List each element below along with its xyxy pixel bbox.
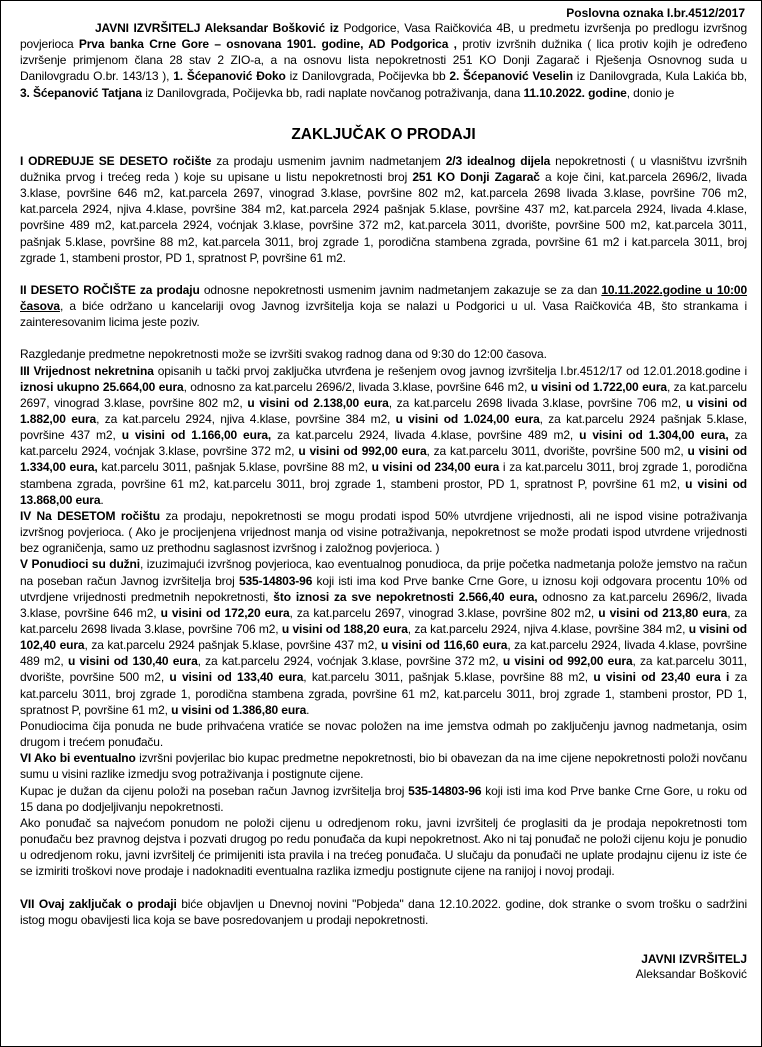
paragraph-gap	[20, 880, 747, 896]
text-run: , za kat.parcelu 2924, njiva 4.klase, površine 384 m2,	[407, 622, 689, 636]
bold-text: 1. Šćepanović Đoko	[173, 69, 286, 84]
bold-text: u visini od 130,40 eura	[67, 654, 198, 669]
bold-text: IV Na DESETOM ročištu	[20, 508, 161, 523]
text-run: Ako ponuđač sa najvećom ponudom ne položi cijenu u odredjenom roku, javni izvršitelj će proglasiti da je prodaja nepokretnosti tom ponuđaču bez pravnog dejstva i pozvati drugog po redu ponuđača da kupi nepokretnost. Ako ni taj ponuđač ne položi cijenu koju je ponudio u odredjenom roku, javni izvršitelj će primijeniti ista pravila i na trećeg ponuđača. U slučaju da ponuđači ne uplate prodajnu cijenu iz iste će se izmiriti troškovi nove prodaje i nadoknaditi eventualna razlika izmedju postignute cijene na ranijoj i novoj prodaji.	[20, 815, 747, 879]
text-run: , za kat.parcelu 2924 pašnjak 5.klase, površine 437 m2,	[20, 411, 747, 443]
text-run: odnosne nepokretnosti usmenim javnim nadmetanjem zakazuje se za dan	[199, 282, 602, 297]
section-paragraph	[20, 783, 747, 815]
bold-text: VI Ako bi eventualno	[20, 751, 136, 766]
text-run: protiv izvršnih dužnika ( lica protiv kojih je određeno izvršenje primjenom člana 28 stav 2 ZIO-a, a na osnovu lista nepokretnosti 251 KO Donji Zagarač i Rješenja Osnovnog suda u Danilovgradu O.br. 143/13 ),	[20, 37, 747, 84]
bold-text: u visini od 1.304,00 eura,	[579, 428, 729, 443]
text-run: , odnosno za kat.parcelu 2696/2, livada 3.klase, površine 646 m2,	[183, 379, 531, 394]
text-run: Podgorice, Vasa Raičkovića 4B, u predmetu izvršenja po predlogu izvršnog povjerioca	[20, 21, 748, 52]
text-run: , za kat.parcelu 2924, njiva 4.klase, površine 384 m2,	[96, 411, 396, 426]
bold-text: u visini od 1.166,00 eura,	[121, 428, 272, 443]
text-run: , za kat.parcelu 2924, livada 4.klase, površine 489 m2,	[20, 638, 747, 669]
bold-text: u visini od 188,20 eura	[281, 622, 408, 636]
text-run: za prodaju, nepokretnosti se mogu prodati ispod 50% utvrdjene vrijednosti, ali ne ispod visine potraživanja izvršnog povjerioca. ( Ako je procijenjena vrijednost manja od visine potraživanja, nepokretnost se može prodati ispod utvrdene vrijednosti bez ograničenja, samo uz prethodnu saglasnost izvršnog i založnog povjerioca. )	[20, 508, 747, 556]
text-run: kat.parcelu 3011, pašnjak 5.klase, površine 88 m2,	[97, 460, 372, 475]
bold-text: u visini od 23,40 eura i	[593, 670, 730, 685]
bold-text: u visini od 213,80 eura	[598, 605, 728, 620]
bold-text: I ODREĐUJE SE DESETO ročište	[20, 153, 212, 168]
document-title: ZAKLJUČAK O PRODAJI	[291, 125, 476, 143]
signature-role: JAVNI IZVRŠITELJ	[641, 951, 747, 966]
bold-text: JAVNI IZVRŠITELJ Aleksandar Bošković iz	[95, 21, 339, 35]
text-run: odnosno za kat.parcelu 2696/2, livada 3.klase, površine 646 m2,	[20, 589, 748, 620]
text-run: Ponudiocima čija ponuda ne bude prihvaćena vratiće se novac položen na ime jemstva odmah po zaključenju javnog nadmetanja, osim drugom i trećem ponuđaču.	[20, 718, 747, 750]
text-run: .	[306, 702, 310, 717]
section-paragraph	[20, 556, 747, 718]
bold-text: u visini od 992,00 eura	[298, 444, 427, 459]
text-run: , za kat.parcelu 2697, vinograd 3.klase, površine 802 m2,	[20, 379, 747, 410]
bold-text: u visini od 1.722,00 eura	[530, 379, 667, 394]
text-run: iz Danilovgrada, Počijevka bb	[285, 69, 450, 84]
text-run: za kat.parcelu 3011, broj zgrade 1, porodična stambena zgrada, površine 61 m2, kat.parcelu 3011, broj zgrade 1, stambeni prostor, PD 1, spratnost P, površine 61 m2,	[20, 670, 748, 717]
text-run: , a biće održano u kancelariji ovog Javnog izvršitelja koja se nalazi u Podgorici u ul. Vasa Raičkovića 4B, što strankama i zainteresovanim licima jeste poziv.	[20, 299, 747, 330]
text-run: i za kat.parcelu 3011, broj zgrade 1, porodična stambena zgrada, površine 61 m2, kat.parcelu 3011, broj zgrade 1, stambeni prostor, PD 1, spratnost P, površine 61 m2,	[20, 460, 748, 491]
bold-text: u visini od 13.868,00 eura	[20, 476, 747, 507]
text-run: iz Danilovgrada, Kula Lakića bb,	[572, 69, 748, 84]
bold-text: 251 KO Donji Zagarač	[412, 169, 540, 184]
section-paragraph	[20, 282, 747, 330]
bold-text: u visini od 1.334,00 eura,	[20, 444, 747, 475]
text-run: koji isti ima kod Prve banke Crne Gore, u roku od 15 dana po dodjeljivanju nepokretnosti.	[20, 783, 747, 814]
section-paragraph	[20, 346, 747, 362]
text-run: , za kat.parcelu 2697, vinograd 3.klase, površine 802 m2,	[289, 605, 599, 620]
bold-text: Prva banka Crne Gore – osnovana 1901. godine, AD Podgorica ,	[78, 37, 457, 52]
bold-text: 3. Šćepanović Tatjana	[20, 85, 142, 100]
text-run: opisanih u tački prvoj zaključka utvrđena je rešenjem ovog javnog izvršitelja I.br.4512/17 od 12.01.2018.godine i	[153, 363, 747, 378]
text-run: za kat.parcelu 2924, livada 4.klase, površine 489 m2,	[271, 428, 580, 443]
bold-text: u visini od 172,20 eura	[160, 605, 290, 620]
text-run: Kupac je dužan da cijenu položi na poseban račun Javnog izvršitelja broj	[20, 783, 409, 798]
text-run: Razgledanje predmetne nepokretnosti može se izvršiti svakog radnog dana od 9:30 do 12:00 časova.	[20, 347, 547, 362]
signature-name: Aleksandar Bošković	[635, 966, 747, 981]
bold-text: 2. Šćepanović Veselin	[449, 69, 573, 84]
section-paragraph	[20, 750, 747, 782]
bold-text: u visini od 116,60 eura	[381, 638, 508, 653]
intro-paragraph	[20, 20, 747, 101]
section-paragraph	[20, 508, 747, 556]
bold-text: u visini od 102,40 eura	[20, 622, 748, 653]
text-run: , donio je	[626, 85, 675, 100]
bold-text: u visini od 234,00 eura	[371, 460, 500, 475]
paragraph-gap	[20, 266, 747, 282]
document-body	[20, 153, 747, 928]
text-run: za prodaju usmenim javnim nadmetanjem	[211, 153, 446, 168]
bold-text: 535-14803-96	[408, 783, 482, 798]
bold-text: u visini od 1.386,80 eura	[171, 702, 307, 717]
text-run: , za kat.parcelu 2924, voćnjak 3.klase, površine 372 m2,	[197, 654, 503, 669]
bold-text: VII Ovaj zaključak o prodaji	[20, 896, 177, 911]
text-run: iz Danilovgrada, Počijevka bb, radi naplate novčanog potraživanja, dana	[141, 85, 524, 100]
bold-text: 535-14803-96	[238, 573, 313, 588]
section-paragraph	[20, 153, 747, 266]
text-run: a koje čini, kat.parcela 2696/2, livada 3.klase, površine 646 m2, kat.parcela 2697, vinograd 3.klase, površine 802 m2, kat.parcela 2698 livada 3.klase, površine 706 m2, kat.parcela 2924, njiva 4.klase, površine 384 m2, kat.parcela 2924 pašnjak 5.klase, površine 437 m2, kat.parcela 2924, livada 4.klase, površine 489 m2, kat.parcela 2924, voćnjak 3.klase, površine 372 m2, kat.parcela 3011, dvorište, površine 500 m2, kat.parcela 3011, pašnjak 5.klase, površine 88 m2, kat.parcela 3011, broj zgrade 1, porodična stambena zgrada, površine 61 m2 i kat.parcela 3011, broj zgrade 1, stambeni prostor, PD 1, spratnost P, površine 61 m2.	[20, 169, 747, 265]
bold-text: što iznosi za sve nepokretnosti 2.566,40 eura,	[273, 589, 538, 604]
bold-text: 10.11.2022.godine u 10:00 časova	[20, 282, 748, 314]
bold-text: 11.10.2022. godine	[523, 85, 627, 100]
text-run: , kat.parcelu 3011, pašnjak 5.klase, površine 88 m2,	[303, 670, 594, 685]
section-paragraph	[20, 718, 747, 750]
text-run: izvršni povjerilac bio kupac predmetne nepokretnosti, bio bi obavezan da na ime cijene nepokretnosti položi novčanu sumu u visini razlike izmedju svog potraživanja i postignute cijene.	[20, 751, 747, 782]
text-run: , za kat.parcelu 3011, dvorište, površine 500 m2,	[20, 654, 748, 685]
text-run: biće objavljen u Dnevnoj novini "Pobjeda" dana 12.10.2022. godine, dok stranke o svom trošku o sadržini istog mogu obavijesti lica koja se bave posredovanjem u prodaji nepokretnosti.	[20, 896, 747, 927]
bold-text: 2/3 idealnog dijela	[445, 153, 551, 168]
reference-number: Poslovna oznaka I.br.4512/2017	[566, 6, 745, 20]
text-run: , izuzimajući izvršnog povjerioca, kao eventualnog ponudioca, da prije početka nadmetanja polože jemstvo na račun na poseban račun Javnog izvršitelja broj	[20, 557, 747, 588]
section-paragraph	[20, 363, 747, 508]
bold-text: II DESETO ROČIŠTE za prodaju	[20, 282, 200, 297]
bold-text: u visini od 1.024,00 eura	[395, 411, 540, 426]
bold-text: u visini od 992,00 eura	[502, 654, 633, 669]
bold-text: u visini od 1.882,00 eura	[20, 395, 747, 426]
bold-text: V Ponudioci su dužni	[20, 557, 140, 572]
text-run: , za kat.parcelu 2698 livada 3.klase, površine 706 m2,	[388, 395, 686, 410]
text-run: , za kat.parcelu 2924 pašnjak 5.klase, površine 437 m2,	[84, 638, 382, 653]
bold-text: u visini od 133,40 eura	[169, 670, 304, 685]
paragraph-gap	[20, 330, 747, 346]
bold-text: iznosi ukupno 25.664,00 eura	[20, 379, 184, 394]
section-paragraph	[20, 815, 747, 880]
text-run: za kat.parcelu 2924, voćnjak 3.klase, površine 372 m2,	[20, 428, 748, 459]
bold-text: III Vrijednost nekretnina	[20, 363, 154, 378]
text-run: , za kat.parcelu 3011, dvorište, površine 500 m2,	[426, 444, 688, 459]
text-run: nepokretnosti ( u vlasništvu izvršnih dužnika prvog i trećeg reda ) koje su upisane u listu nepokretnosti broj	[20, 153, 747, 184]
text-run: .	[100, 492, 104, 507]
bold-text: u visini od 2.138,00 eura	[247, 395, 389, 410]
text-run: , za kat.parcelu 2698 livada 3.klase, površine 706 m2,	[20, 605, 747, 636]
text-run: koji isti ima kod Prve banke Crne Gore, u iznosu koji odgovara procentu 10% od utvrdjene vrijednosti predmetnih nepokretnosti,	[20, 573, 748, 604]
signature-block	[20, 952, 747, 982]
section-paragraph	[20, 896, 747, 928]
